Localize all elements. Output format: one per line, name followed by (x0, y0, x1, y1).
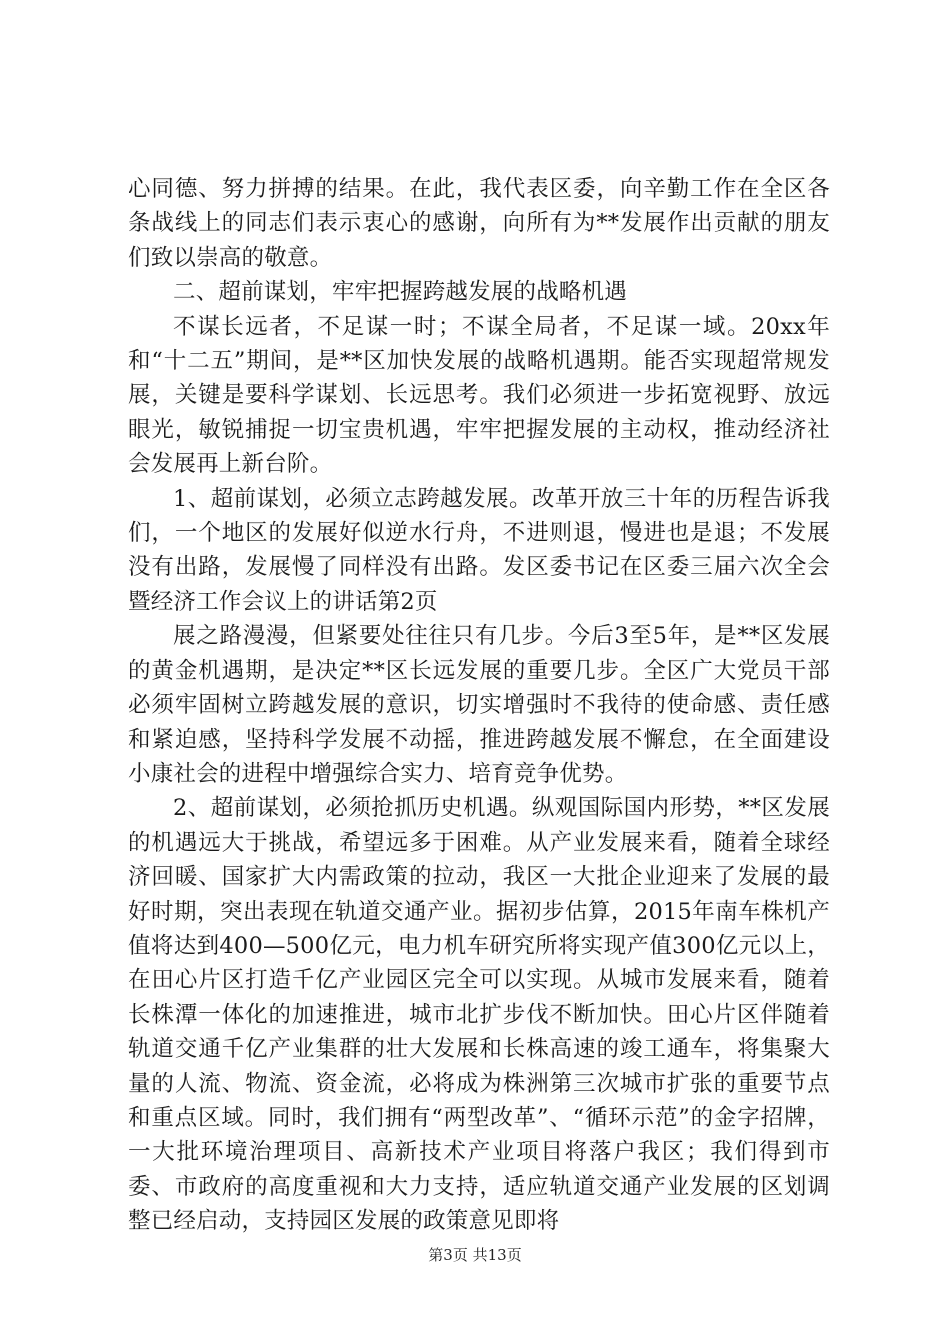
paragraph: 不谋长远者，不足谋一时；不谋全局者，不足谋一域。20xx年和“十二五”期间，是**区加快发展的战略机遇期。能否实现超常规发展，关键是要科学谋划、长远思考。我们必须进一步拓宽视野、放远眼光，敏锐捕捉一切宝贵机遇，牢牢把握发展的主动权，推动经济社会发展再上新台阶。 (128, 313, 830, 478)
paragraph-point-2: 2、超前谋划，必须抢抓历史机遇。纵观国际国内形势，**区发展的机遇远大于挑战，希望远多于困难。从产业发展来看，随着全球经济回暖、国家扩大内需政策的拉动，我区一大批企业迎来了发展的最好时期，突出表现在轨道交通产业。据初步估算，2015年南车株机产值将达到400—500亿元，电力机车研究所将实现产值300亿元以上，在田心片区打造千亿产业园区完全可以实现。从城市发展来看，随着长株潭一体化的加速推进，城市北扩步伐不断加快。田心片区伴随着轨道交通千亿产业集群的壮大发展和长株高速的竣工通车，将集聚大量的人流、物流、资金流，必将成为株洲第三次城市扩张的重要节点和重点区域。同时，我们拥有“两型改革”、“循环示范”的金字招牌，一大批环境治理项目、高新技术产业项目将落户我区；我们得到市委、市政府的高度重视和大力支持，适应轨道交通产业发展的区划调整已经启动，支持园区发展的政策意见即将 (128, 795, 830, 1235)
paragraph-point-1: 1、超前谋划，必须立志跨越发展。改革开放三十年的历程告诉我们，一个地区的发展好似逆水行舟，不进则退，慢进也是退；不发展没有出路，发展慢了同样没有出路。发区委书记在区委三届六次全会暨经济工作会议上的讲话第2页 (128, 485, 830, 615)
page-footer: 第3页 共13页 (428, 1246, 522, 1264)
section-heading: 二、超前谋划，牢牢把握跨越发展的战略机遇 (173, 279, 628, 306)
document-body (128, 172, 830, 1239)
paragraph: 展之路漫漫，但紧要处往往只有几步。今后3至5年，是**区发展的黄金机遇期，是决定**区长远发展的重要几步。全区广大党员干部必须牢固树立跨越发展的意识，切实增强时不我待的使命感、责任感和紧迫感，坚持科学发展不动摇，推进跨越发展不懈怠，在全面建设小康社会的进程中增强综合实力、培育竞争优势。 (128, 623, 830, 787)
paragraph-continuation: 心同德、努力拼搏的结果。在此，我代表区委，向辛勤工作在全区各条战线上的同志们表示衷心的感谢，向所有为**发展作出贡献的朋友们致以崇高的敬意。 (128, 176, 830, 271)
